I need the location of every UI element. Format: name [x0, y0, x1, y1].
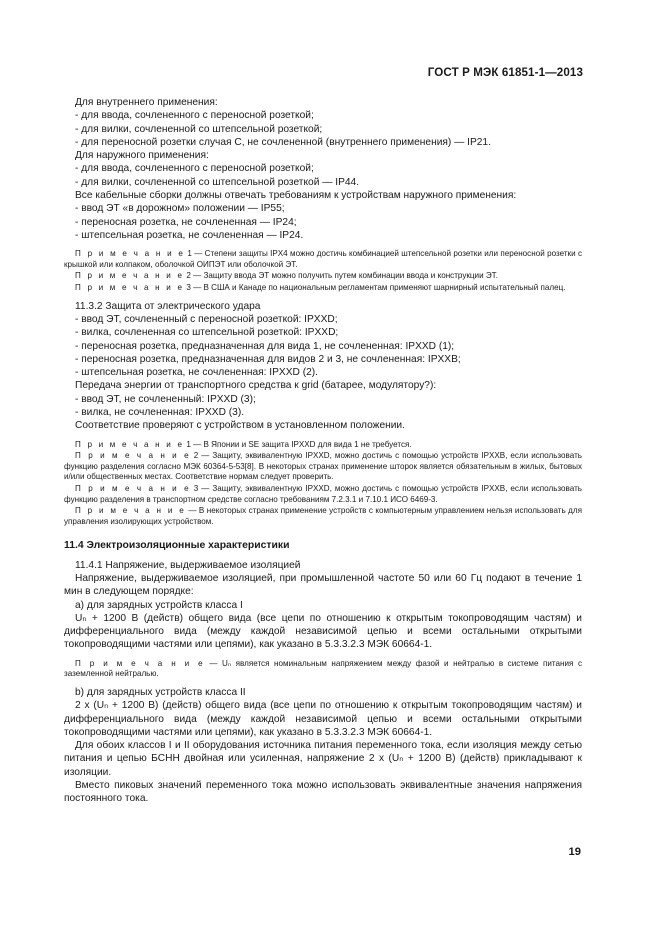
- note-label: П р и м е ч а н и е: [75, 283, 185, 293]
- note-label: П р и м е ч а н и е: [75, 658, 205, 668]
- note-paragraph: [64, 484, 582, 505]
- note-text: 1 — Степени защиты IPX4 можно достичь комбинацией штепсельной розетки или переносной розетки с крышкой или колпаком, оболочкой ОИПЭТ или оболочкой ЭТ.: [64, 249, 582, 269]
- note-paragraph: [64, 451, 582, 483]
- text-line: - для ввода, сочлененного с переносной розеткой;: [75, 163, 314, 175]
- text-line: - вилка, сочлененная со штепсельной розеткой: IPXXD;: [75, 327, 339, 339]
- spacer: [64, 527, 582, 539]
- spacer: [64, 652, 582, 658]
- note-paragraph: [64, 271, 582, 282]
- note-text: 2 — Защиту, эквивалентную IPXXD, можно достичь с помощью устройств IPXXB, если использовать функцию разделения согласно МЭК 60364-5-53[8]. В некоторых странах применение шторок является обязательным в жилых, бытовых и/или общественных местах. Соответствие нормам следует проверить.: [64, 451, 582, 482]
- body-paragraph: Uₙ + 1200 В (действ) общего вида (все цепи по отношению к открытым токопроводящим частям) и дифференциального вида (между каждой независимой цепью и всеми остальными открытыми токопроводящими частями или цепями), как указано в 5.3.3.2.3 МЭК 60664-1.: [64, 612, 582, 651]
- text-line: b) для зарядных устройств класса II: [75, 686, 246, 698]
- body-paragraph: Для обоих классов I и II оборудования источника питания переменного тока, если изоляция между сетью питания и цепью БСНН двойная или усиленная, напряжение 2 х (Uₙ + 1200 В) (действ) прикладывают к изоляции.: [64, 740, 582, 778]
- spacer: [64, 433, 582, 439]
- note-label: П р и м е ч а н и е: [75, 451, 191, 461]
- note-label: П р и м е ч а н и е: [75, 439, 185, 449]
- note-text: — В некоторых странах применение устройств с компьютерным управлением нельзя использовать для управления изолирующих устройством.: [64, 506, 582, 526]
- text-line: - вилка, не сочлененная: IPXXD (3).: [75, 407, 245, 419]
- note-text: 2 — Защиту ввода ЭТ можно получить путем комбинации ввода и конструкции ЭТ.: [184, 271, 498, 281]
- text-line: a) для зарядных устройств класса I: [75, 599, 243, 611]
- text-line: - для ввода, сочлененного с переносной розеткой;: [75, 110, 314, 122]
- text-line: - для вилки, сочлененной со штепсельной розеткой — IP44.: [75, 176, 360, 188]
- text-line: - ввод ЭТ, не сочлененный: IPXXD (3);: [75, 393, 256, 405]
- text-line: Соответствие проверяют с устройством в установленном положении.: [75, 420, 405, 432]
- text-line: - переносная розетка, предназначенная для видов 2 и 3, не сочлененная: IPXXB;: [75, 353, 461, 365]
- note-label: П р и м е ч а н и е: [75, 271, 185, 281]
- page-body: [64, 96, 582, 806]
- page-number: 19: [568, 846, 581, 858]
- note-label: П р и м е ч а н и е: [75, 506, 186, 516]
- text-line: - ввод ЭТ «в дорожном» положении — IP55;: [75, 203, 285, 215]
- note-paragraph: [64, 506, 582, 527]
- text-line: - штепсельная розетка, не сочлененная: IPXXD (2).: [75, 367, 318, 379]
- note-paragraph: [64, 283, 582, 294]
- note-text: — Uₙ является номинальным напряжением между фазой и нейтралью в системе питания с заземленной нейтралью.: [64, 658, 583, 679]
- note-paragraph: [64, 659, 582, 680]
- note-text: 3 — В США и Канаде по национальным регламентам применяют шарнирный испытательный палец.: [184, 283, 566, 293]
- note-label: П р и м е ч а н и е: [75, 249, 186, 259]
- text-line: Для внутреннего применения:: [75, 97, 218, 108]
- section-title: 11.4 Электроизоляционные характеристики: [64, 540, 290, 552]
- spacer: [64, 242, 582, 248]
- text-line: Все кабельные сборки должны отвечать требованиям к устройствам наружного применения:: [75, 190, 517, 202]
- text-line: - для переносной розетки случая С, не сочлененной (внутреннего применения) — IP21.: [75, 136, 491, 148]
- note-text: 3 — Защиту, эквивалентную IPXXD, можно достичь с помощью устройств IPXXB, если использовать функцию разделения в транспортном средстве согласно требованиям 7.2.3.1 и 7.10.1 ИСО 6469-3.: [64, 483, 582, 504]
- note-paragraph: [64, 249, 582, 270]
- note-text: 1 — В Японии и SE защита IPXXD для вида 1 не требуется.: [184, 439, 412, 449]
- body-paragraph: Вместо пиковых значений переменного тока можно использовать эквивалентные значения напряжения постоянного тока.: [64, 780, 582, 805]
- body-paragraph: Напряжение, выдерживаемое изоляцией, при промышленной частоте 50 или 60 Гц подают в течение 1 мин в следующем порядке:: [64, 572, 582, 598]
- body-paragraph: 2 х (Uₙ + 1200 В) (действ) общего вида (все цепи по отношению к открытым токопроводящим частям) и дифференциального вида (между каждой независимой цепью и всеми остальными открытыми токопроводящими частями или цепями), как указано в 5.3.3.2.3 МЭК 60664-1.: [64, 700, 582, 738]
- text-line: - переносная розетка, предназначенная для вида 1, не сочлененная: IPXXD (1);: [75, 340, 455, 352]
- text-line: 11.4.1 Напряжение, выдерживаемое изоляцией: [75, 559, 301, 571]
- text-line: - переносная розетка, не сочлененная — IP24;: [75, 216, 297, 228]
- text-line: - штепсельная розетка, не сочлененная — IP24.: [75, 229, 304, 241]
- text-line: - для вилки, сочлененной со штепсельной розеткой;: [75, 123, 323, 135]
- note-paragraph: [64, 440, 582, 451]
- standard-header: ГОСТ Р МЭК 61851-1—2013: [427, 66, 583, 79]
- text-line: Для наружного применения:: [75, 150, 209, 162]
- text-line: 11.3.2 Защита от электрического удара: [75, 300, 261, 312]
- text-line: Передача энергии от транспортного средства к grid (батарее, модулятору?):: [75, 380, 437, 392]
- note-label: П р и м е ч а н и е: [75, 483, 191, 493]
- text-line: - ввод ЭТ, сочлененный с переносной розеткой: IPXXD;: [75, 313, 338, 325]
